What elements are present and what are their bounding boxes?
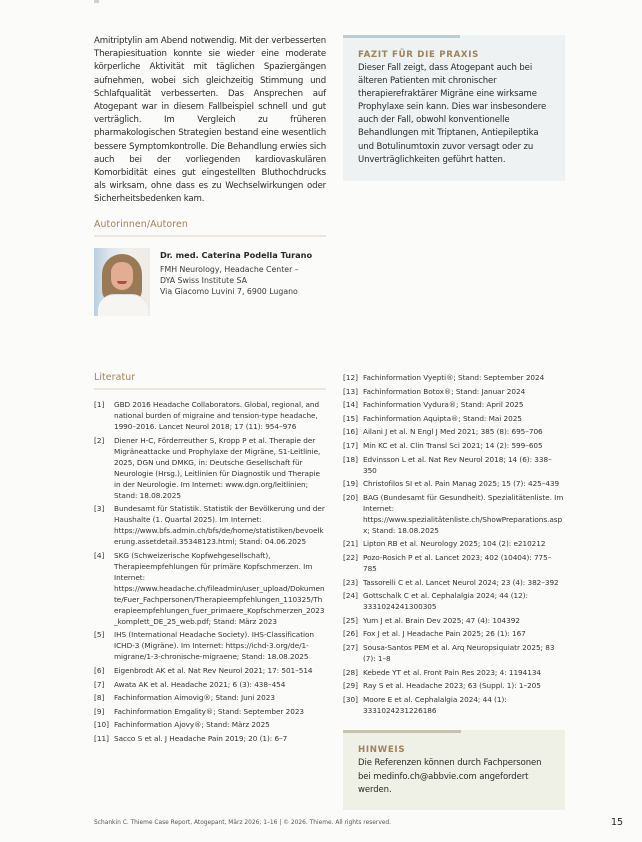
reference-text: Fachinformation Ajovy®; Stand: März 2025	[114, 720, 270, 730]
reference-number: [8]	[94, 693, 105, 703]
reference-number: [2]	[94, 435, 105, 445]
author-affiliation: FMH Neurology, Headache Center –	[160, 265, 299, 274]
reference-number: [23]	[343, 577, 358, 587]
reference-list-right	[343, 372, 565, 716]
reference-item	[94, 550, 326, 627]
fazit-box	[343, 35, 565, 181]
fazit-text: Dieser Fall zeigt, dass Atogepant auch bei älteren Patienten mit chronischer therapierefraktärer Migräne eine wirksame Prophylaxe sein kann. Dies war insbesondere auch der Fall, obwohl konventionelle Behandlungen mit Triptanen, Antiepileptika und Botulinumtoxin zuvor versagt oder zu Unverträglichkeiten geführt hatten.	[358, 63, 547, 165]
reference-text: Eigenbrodt AK et al. Nat Rev Neurol 2021; 17: 501–514	[114, 665, 313, 675]
reference-number: [10]	[94, 720, 109, 730]
reference-number: [6]	[94, 665, 105, 675]
author-info	[160, 250, 312, 316]
reference-item	[343, 552, 565, 574]
literature-section	[94, 372, 326, 747]
page-number: 15	[611, 817, 624, 828]
reference-item	[343, 399, 565, 410]
reference-number: [27]	[343, 642, 358, 652]
reference-item	[343, 615, 565, 626]
fazit-accent-bar	[343, 35, 460, 38]
reference-item	[343, 694, 565, 716]
reference-item	[94, 733, 326, 744]
reference-item	[343, 642, 565, 664]
reference-text: Fachinformation Aimovig®; Stand: Juni 2023	[114, 693, 275, 703]
reference-text: GBD 2016 Headache Collaborators. Global, regional, and national burden of migraine and tension-type headache, 1990–2016. Lancet Neurol 2018; 17 (11): 954–976	[114, 400, 320, 431]
reference-text: Tassorelli C et al. Lancet Neurol 2024; 23 (4): 382–392	[363, 577, 559, 587]
reference-column-right	[343, 372, 565, 718]
reference-text: Fachinformation Emgality®; Stand: September 2023	[114, 706, 305, 716]
reference-number: [20]	[343, 492, 358, 502]
reference-number: [24]	[343, 591, 358, 601]
reference-item	[343, 454, 565, 476]
reference-text: Awata AK et al. Headache 2021; 6 (3): 438–454	[114, 679, 286, 689]
reference-number: [29]	[343, 681, 358, 691]
body-paragraph: Amitriptylin am Abend notwendig. Mit der verbesserten Therapiesituation konnte sie wieder eine moderate körperliche Aktivität mit täglichen Spaziergängen aufnehmen, wobei sich gleichzeitig Stimmung und Schlafqualität verbesserten. Das Ansprechen auf Atogepant war in diesem Fallbeispiel schnell und gut verträglich. Im Vergleich zu früheren pharmakologischen Strategien bestand eine wesentlich bessere Symptomkontrolle. Die Behandlung erwies sich auch bei der vorliegenden kardiovaskulären Komorbidität eines gut eingestellten Bluthochdrucks als wirksam, ohne dass es zu Wechselwirkungen oder Sicherheitsbedenken kam.	[94, 36, 326, 205]
reference-item	[343, 590, 565, 612]
reference-item	[343, 372, 565, 383]
reference-number: [7]	[94, 679, 105, 689]
reference-item	[343, 413, 565, 424]
reference-number: [16]	[343, 427, 358, 437]
reference-text: Fachinformation Botox®; Stand: Januar 2024	[363, 386, 526, 396]
reference-item	[94, 719, 326, 730]
reference-item	[94, 629, 326, 662]
reference-text: Kebede YT et al. Front Pain Res 2023; 4: 1194134	[363, 667, 542, 677]
reference-text: BAG (Bundesamt für Gesundheit). Spezialitätenliste. Im Internet: https://www.spezialitätenliste.ch/ShowPreparations.aspx; Stand: 18.08.2025	[363, 492, 564, 535]
reference-number: [13]	[343, 386, 358, 396]
reference-text: Diener H-C, Förderreuther S, Kropp P et al. Therapie der Migräneattacke und Prophylaxe der Migräne, S1-Leitlinie, 2025, DGN und DMKG, in: Deutsche Gesellschaft für Neurologie (Hrsg.), Leitlinien für Diagnostik und Therapie in der Neurologie. Im Internet: www.dgn.org/leitlinien; Stand: 18.08.2025	[114, 435, 321, 500]
reference-item	[343, 440, 565, 451]
reference-item	[94, 706, 326, 717]
author-name: Dr. med. Caterina Podella Turano	[160, 250, 313, 260]
fazit-title: FAZIT FÜR DIE PRAXIS	[358, 50, 480, 60]
reference-number: [15]	[343, 413, 358, 423]
reference-number: [4]	[94, 550, 105, 560]
reference-text: Edvinsson L et al. Nat Rev Neurol 2018; 14 (6): 338–350	[363, 454, 552, 475]
author-photo	[94, 248, 150, 316]
authors-heading: Autorinnen/Autoren	[94, 219, 188, 230]
reference-item	[343, 577, 565, 588]
reference-text: Fachinformation Vyepti®; Stand: September 2024	[363, 373, 545, 382]
reference-text: SKG (Schweizerische Kopfwehgesellschaft), Therapieempfehlungen für primäre Kopfschmerzen. Im Internet: https://www.headache.ch/fileadmin/user_upload/Dokumente/Fuer_Fachpersonen/Therapieempfehlungen_110325/Therapieempfehlungen_fuer_primaere_Kopfschmerzen_2023_komplett_DE_25_web.pdf; Stand: März 2023	[114, 550, 325, 626]
reference-number: [21]	[343, 539, 358, 549]
reference-text: Sacco S et al. J Headache Pain 2019; 20 (1): 6–7	[114, 733, 288, 743]
reference-text: Fachinformation Vydura®; Stand: April 2025	[363, 400, 524, 410]
reference-item	[343, 538, 565, 549]
reference-item	[94, 435, 326, 501]
author-institute: DYA Swiss Institute SA	[160, 276, 247, 286]
reference-number: [19]	[343, 479, 358, 489]
reference-number: [25]	[343, 615, 358, 625]
authors-section	[94, 219, 326, 316]
reference-item	[94, 692, 326, 703]
reference-text: Sousa-Santos PEM et al. Arq Neuropsiquiatr 2025; 83 (7): 1–8	[363, 642, 555, 663]
reference-text: Pozo-Rosich P et al. Lancet 2023; 402 (10404): 775–785	[363, 552, 552, 573]
reference-item	[343, 386, 565, 397]
reference-item	[94, 399, 326, 432]
reference-number: [12]	[343, 373, 358, 382]
hinweis-box	[343, 730, 565, 810]
reference-text: Fachinformation Aquipta®; Stand: Mai 2025	[363, 413, 522, 423]
reference-number: [5]	[94, 630, 105, 640]
reference-number: [14]	[343, 400, 358, 410]
literature-rule	[94, 388, 326, 390]
reference-number: [1]	[94, 400, 105, 409]
author-address: Via Giacomo Luvini 7, 6900 Lugano	[160, 287, 298, 297]
reference-text: Ailani J et al. N Engl J Med 2021; 385 (8): 695–706	[363, 427, 543, 437]
reference-number: [11]	[94, 733, 109, 743]
reference-list-left	[94, 399, 326, 744]
reference-text: Gottschalk C et al. Cephalalgia 2024; 44 (12): 3331024241300305	[363, 591, 528, 612]
footer-citation: Schankin C. Thieme Case Report, Atogepant, März 2026; 1–16 | © 2026. Thieme. All rights reserved.	[94, 820, 392, 826]
reference-text: Bundesamt für Statistik. Statistik der Bevölkerung und der Haushalte (1. Quartal 2025). Im Internet: https://www.bfs.admin.ch/bfs/de/home/statistiken/bevoelkerung.assetdetail.35348123.html; Stand: 04.06.2025	[114, 504, 325, 547]
hinweis-title: HINWEIS	[358, 745, 406, 755]
reference-text: Yum J et al. Brain Dev 2025; 47 (4): 104392	[363, 615, 520, 625]
reference-number: [22]	[343, 552, 358, 562]
crop-mark	[94, 0, 99, 3]
reference-text: Lipton RB et al. Neurology 2025; 104 (2): e210212	[363, 539, 546, 549]
reference-item	[94, 503, 326, 547]
hinweis-text: Die Referenzen können durch Fachpersonen bei medinfo.ch@abbvie.com angefordert werden.	[358, 758, 542, 796]
body-column	[94, 35, 326, 207]
reference-number: [3]	[94, 504, 105, 514]
reference-item	[343, 680, 565, 691]
reference-text: Fox J et al. J Headache Pain 2025; 26 (1): 167	[363, 629, 526, 639]
reference-item	[343, 478, 565, 489]
reference-text: Min KC et al. Clin Transl Sci 2021; 14 (2): 599–605	[363, 440, 543, 450]
reference-number: [9]	[94, 706, 105, 716]
reference-item	[343, 492, 565, 536]
reference-number: [30]	[343, 694, 358, 704]
reference-number: [17]	[343, 440, 358, 450]
reference-item	[94, 665, 326, 676]
reference-item	[94, 679, 326, 690]
reference-text: Christofilos SI et al. Pain Manag 2025; 15 (7): 425–439	[363, 479, 560, 489]
hinweis-accent-bar	[343, 730, 461, 733]
reference-text: Moore E et al. Cephalalgia 2024; 44 (1): 3331024231226186	[363, 694, 507, 715]
reference-text: IHS (International Headache Society). IHS-Classification ICHD-3 (Migräne). Im Internet: https://ichd-3.org/de/1-migrane/1-3-chronische-migraene; Stand: 18.08.2025	[114, 630, 314, 662]
reference-item	[343, 426, 565, 437]
literature-heading: Literatur	[94, 372, 136, 383]
authors-rule	[94, 235, 326, 237]
reference-item	[343, 667, 565, 678]
reference-text: Ray S et al. Headache 2023; 63 (Suppl. 1): 1–205	[363, 681, 541, 691]
reference-number: [28]	[343, 667, 358, 677]
reference-number: [18]	[343, 454, 358, 464]
reference-number: [26]	[343, 629, 358, 639]
author-card	[94, 248, 326, 316]
reference-item	[343, 628, 565, 639]
